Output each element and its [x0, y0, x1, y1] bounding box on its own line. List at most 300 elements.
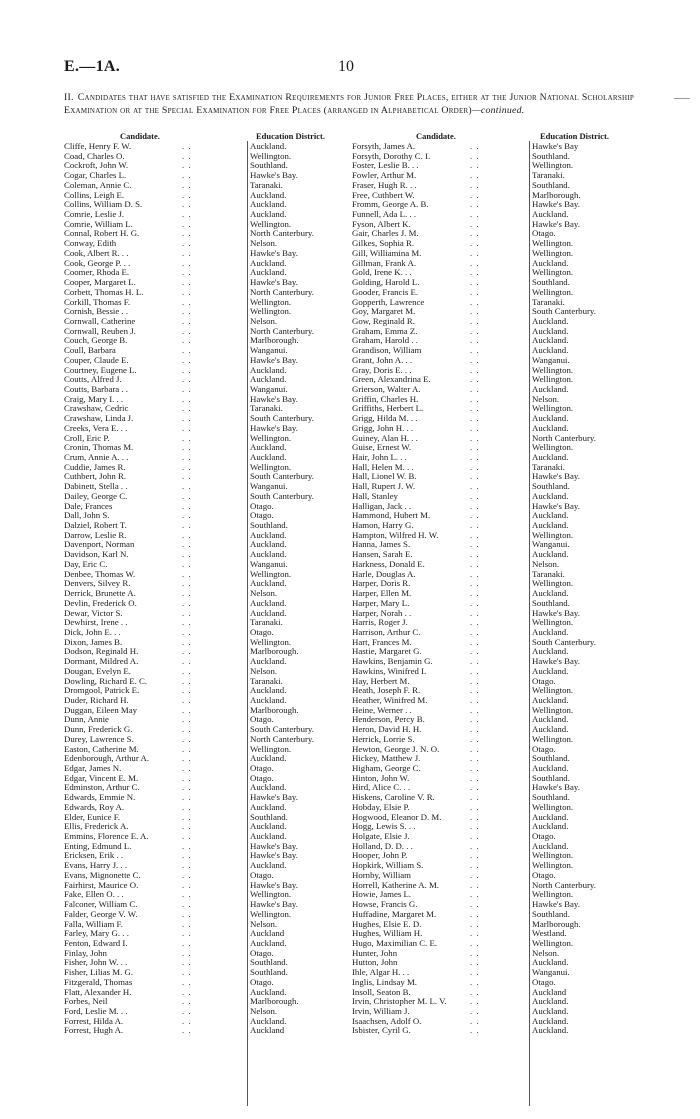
- leader-dots: . .: [182, 325, 192, 336]
- leader-dots: . .: [470, 1015, 480, 1026]
- candidate-name: Higham, George C.: [352, 763, 421, 773]
- leader-dots: . .: [182, 685, 192, 696]
- education-district: Auckland.: [532, 694, 569, 705]
- education-district: Auckland.: [250, 209, 287, 220]
- education-district: Auckland.: [250, 141, 287, 151]
- education-district: Taranaki.: [532, 170, 565, 181]
- candidate-name: Corkill, Thomas F.: [64, 296, 131, 307]
- education-district: Wellington.: [532, 937, 574, 948]
- candidate-name: Couper, Claude E.: [64, 354, 129, 365]
- education-district: Auckland.: [250, 656, 287, 667]
- candidate-name: Fitzgerald, Thomas: [64, 976, 133, 987]
- leader-dots: . .: [470, 675, 480, 686]
- candidate-name: Duggan, Eileen May: [64, 704, 138, 715]
- education-district: Auckland.: [532, 1015, 569, 1026]
- leader-dots: . .: [470, 209, 480, 220]
- education-district: North Canterbury.: [532, 879, 596, 890]
- leader-dots: . .: [182, 510, 192, 521]
- candidate-name: Cliffe, Henry F. W.: [64, 141, 132, 151]
- education-district: South Canterbury.: [250, 724, 314, 735]
- education-district: Auckland.: [532, 413, 569, 424]
- education-district: Auckland.: [532, 996, 569, 1007]
- candidate-name: Cuddie, James R.: [64, 461, 126, 472]
- candidate-name: Creeks, Vera E. . .: [64, 422, 128, 433]
- education-district: Wellington.: [250, 296, 292, 307]
- education-district: Auckland.: [250, 442, 287, 453]
- leader-dots: . .: [470, 597, 480, 608]
- leader-dots: . .: [470, 724, 480, 735]
- left-column: [64, 131, 354, 1036]
- candidate-name: Hammond, Hubert M.: [352, 510, 431, 521]
- leader-dots: . .: [182, 238, 192, 249]
- leader-dots: . .: [470, 976, 480, 987]
- leader-dots: . .: [182, 821, 192, 832]
- education-district: Southland.: [532, 908, 570, 919]
- candidate-name: Hampton, Wilfred H. W.: [352, 529, 439, 540]
- leader-dots: . .: [182, 928, 192, 939]
- candidate-name: Hutton, John: [352, 957, 398, 968]
- candidate-name: Hart, Frances M.: [352, 636, 412, 647]
- candidate-name: Griffiths, Herbert L.: [352, 403, 424, 414]
- leader-dots: . .: [470, 549, 480, 560]
- leader-dots: . .: [182, 899, 192, 910]
- education-district: Nelson.: [250, 238, 278, 249]
- section-title: [64, 92, 634, 117]
- education-district: North Canterbury.: [250, 325, 314, 336]
- candidate-name: Cogar, Charles L.: [64, 170, 127, 181]
- candidate-name: Hird, Alice C. . .: [352, 782, 411, 793]
- candidate-name: Gill, Williamina M.: [352, 247, 422, 258]
- candidate-name: Grant, John A. . .: [352, 354, 413, 365]
- candidate-name: Ihle, Algar H. . .: [352, 967, 410, 978]
- education-district: Wellington.: [532, 286, 574, 297]
- education-district: Auckland.: [532, 1005, 569, 1016]
- candidate-name: Griffin, Charles H.: [352, 393, 419, 404]
- candidate-name: Coad, Charles O.: [64, 150, 125, 161]
- education-district: Auckland: [532, 986, 567, 997]
- candidate-name: Inglis, Lindsay M.: [352, 976, 417, 987]
- education-district: Hawke's Bay.: [532, 656, 580, 667]
- leader-dots: . .: [470, 937, 480, 948]
- leader-dots: . .: [470, 277, 480, 288]
- candidate-name: Harris, Roger J.: [352, 617, 408, 628]
- education-district: North Canterbury.: [250, 228, 314, 239]
- leader-dots: . .: [470, 500, 480, 511]
- candidate-name: Dunn, Frederick G.: [64, 724, 133, 735]
- leader-dots: . .: [182, 568, 192, 579]
- candidate-name: Cooper, Margaret L.: [64, 277, 136, 288]
- candidate-name: Hall, Rupert J. W.: [352, 481, 416, 492]
- education-district: Southland.: [250, 967, 288, 978]
- leader-dots: . .: [182, 967, 192, 978]
- candidate-name: Hair, John L. . .: [352, 452, 407, 462]
- leader-dots: . .: [470, 150, 480, 161]
- page-number: 10: [338, 58, 354, 75]
- candidate-name: Harper, Norah . .: [352, 607, 412, 618]
- candidate-name: Harrison, Arthur C.: [352, 626, 421, 637]
- candidate-name: Craig, Mary I. . .: [64, 393, 124, 404]
- leader-dots: . .: [182, 646, 192, 657]
- education-district: Marlborough.: [250, 335, 299, 346]
- education-district: Nelson.: [532, 558, 560, 569]
- education-district: Marlborough.: [532, 918, 581, 929]
- candidate-name: Harper, Ellen M.: [352, 588, 412, 599]
- education-district: Auckland.: [532, 840, 569, 851]
- candidate-name: Huffadine, Margaret M.: [352, 908, 437, 919]
- leader-dots: . .: [182, 889, 192, 900]
- candidate-name: Hughes, William H.: [352, 928, 423, 939]
- candidate-name: Farley, Mary G. . .: [64, 928, 129, 939]
- leader-dots: . .: [470, 422, 480, 433]
- leader-dots: . .: [182, 753, 192, 764]
- leader-dots: . .: [182, 918, 192, 929]
- candidate-name: Dixon, James B.: [64, 636, 123, 647]
- candidate-name: Cockroft, John W.: [64, 160, 129, 171]
- candidate-name: Durey, Lawrence S.: [64, 733, 134, 744]
- leader-dots: . .: [470, 170, 480, 181]
- candidate-name: Crawshaw, Linda J.: [64, 413, 134, 424]
- leader-dots: . .: [470, 442, 480, 453]
- leader-dots: . .: [470, 889, 480, 900]
- leader-dots: . .: [182, 500, 192, 511]
- leader-dots: . .: [182, 150, 192, 161]
- leader-dots: . .: [470, 354, 480, 365]
- education-district: Wellington.: [532, 578, 574, 589]
- candidate-name: Davenport, Norman: [64, 539, 135, 550]
- candidate-name: Falder, George V. W.: [64, 908, 138, 919]
- education-district: Otago.: [250, 772, 274, 783]
- leader-dots: . .: [470, 899, 480, 910]
- candidate-name: Darrow, Leslie R.: [64, 529, 127, 540]
- list-item: [64, 939, 354, 949]
- education-district: Otago.: [250, 510, 274, 521]
- candidate-name: Guiney, Alan H. . .: [352, 432, 418, 443]
- education-district: Wanganui.: [250, 345, 288, 356]
- education-district: Auckland.: [532, 510, 569, 521]
- leader-dots: . .: [470, 947, 480, 958]
- candidate-name: Ericksen, Erik . .: [64, 850, 124, 861]
- candidate-name: Forrest, Hilda A.: [64, 1015, 124, 1026]
- leader-dots: . .: [470, 665, 480, 676]
- leader-dots: . .: [182, 1025, 192, 1036]
- education-district: Otago.: [532, 743, 556, 754]
- leader-dots: . .: [182, 335, 192, 346]
- candidate-name: Hansen, Sarah E.: [352, 549, 413, 560]
- candidate-name: Duder, Richard H.: [64, 694, 129, 705]
- candidate-name: Evans, Mignonette C.: [64, 869, 141, 880]
- leader-dots: . .: [182, 976, 192, 987]
- leader-dots: . .: [470, 704, 480, 715]
- leader-dots: . .: [182, 490, 192, 501]
- education-district: South Canterbury.: [532, 306, 596, 317]
- leader-dots: . .: [470, 490, 480, 501]
- leader-dots: . .: [470, 869, 480, 880]
- leader-dots: . .: [182, 792, 192, 803]
- candidate-name: Cook, George P. . .: [64, 257, 131, 268]
- candidate-name: Harkness, Donald E.: [352, 558, 425, 569]
- leader-dots: . .: [182, 141, 192, 151]
- leader-dots: . .: [182, 860, 192, 871]
- education-district: Westland.: [532, 928, 567, 939]
- leader-dots: . .: [470, 481, 480, 492]
- education-district: Wellington.: [532, 529, 574, 540]
- education-district: Hawke's Bay.: [532, 899, 580, 910]
- leader-dots: . .: [182, 704, 192, 715]
- education-district: Hawke's Bay.: [250, 247, 298, 258]
- candidate-name: Harle, Douglas A.: [352, 568, 416, 579]
- education-district: Wellington.: [532, 704, 574, 715]
- candidate-name: Cornish, Bessie . .: [64, 306, 129, 317]
- education-district: Auckland.: [532, 626, 569, 637]
- leader-dots: . .: [470, 218, 480, 229]
- education-district: Wellington.: [532, 364, 574, 375]
- leader-dots: . .: [470, 918, 480, 929]
- leader-dots: . .: [182, 403, 192, 414]
- leader-dots: . .: [182, 675, 192, 686]
- education-district: Hawke's Bay.: [250, 899, 298, 910]
- education-district: Auckland.: [532, 209, 569, 220]
- candidate-name: Guise, Ernest W.: [352, 442, 412, 453]
- education-district: Auckland.: [250, 801, 287, 812]
- education-district: Hawke's Bay.: [532, 199, 580, 210]
- education-district: Wellington.: [532, 374, 574, 385]
- candidate-name: Dewar, Victor S.: [64, 607, 123, 618]
- candidate-name: Coleman, Annie C.: [64, 179, 132, 190]
- candidate-name: Howie, James L.: [352, 889, 412, 900]
- candidate-name: Irvin, William J.: [352, 1005, 410, 1016]
- leader-dots: . .: [182, 393, 192, 404]
- education-district: Wanganui.: [532, 539, 570, 550]
- education-district: Taranaki.: [532, 296, 565, 307]
- education-district: Hawke's Bay.: [250, 792, 298, 803]
- leader-dots: . .: [182, 277, 192, 288]
- candidate-name: Heather, Winifred M.: [352, 694, 428, 705]
- leader-dots: . .: [470, 821, 480, 832]
- education-district: South Canterbury.: [250, 471, 314, 482]
- candidate-name: Fisher, Lilias M. G.: [64, 967, 134, 978]
- leader-dots: . .: [182, 345, 192, 356]
- leader-dots: . .: [470, 801, 480, 812]
- candidate-name: Hawkins, Winifred I.: [352, 665, 427, 676]
- candidate-name: Fraser, Hugh R. . .: [352, 179, 417, 190]
- education-district: Hawke's Bay.: [532, 500, 580, 511]
- leader-dots: . .: [470, 753, 480, 764]
- candidate-name: Free, Cuthbert W.: [352, 189, 415, 200]
- education-district: Nelson.: [250, 1005, 278, 1016]
- candidate-name: Dougan, Evelyn E.: [64, 665, 131, 676]
- leader-dots: . .: [182, 286, 192, 297]
- education-district: Auckland.: [532, 383, 569, 394]
- education-district: Marlborough.: [532, 189, 581, 200]
- education-district: Auckland.: [250, 986, 287, 997]
- education-district: Hawke's Bay.: [250, 879, 298, 890]
- education-district: Hawke's Bay.: [532, 782, 580, 793]
- candidate-name: Isbister, Cyril G.: [352, 1025, 411, 1036]
- education-district: Hawke's Bay.: [250, 277, 298, 288]
- candidate-name: Gillman, Frank A.: [352, 257, 417, 268]
- education-district: Otago.: [250, 626, 274, 637]
- education-district: Otago.: [532, 831, 556, 842]
- education-district: Otago.: [250, 500, 274, 511]
- district-header: Education District.: [256, 131, 325, 141]
- leader-dots: . .: [182, 869, 192, 880]
- leader-dots: . .: [182, 413, 192, 424]
- education-district: Auckland.: [532, 315, 569, 326]
- education-district: Wanganui.: [532, 354, 570, 365]
- candidate-name: Dale, Frances: [64, 500, 113, 511]
- leader-dots: . .: [182, 442, 192, 453]
- education-district: Auckland.: [250, 831, 287, 842]
- candidate-name: Goy, Margaret M.: [352, 306, 416, 317]
- leader-dots: . .: [470, 578, 480, 589]
- candidate-name: Derrick, Brunette A.: [64, 588, 136, 599]
- candidate-name: Coutts, Alfred J.: [64, 374, 122, 385]
- district-header: Education District.: [540, 131, 609, 141]
- candidate-name: Heath, Joseph F. R.: [352, 685, 421, 696]
- candidate-name: Dormant, Mildred A.: [64, 656, 139, 667]
- candidate-name: Harper, Mary L.: [352, 597, 410, 608]
- leader-dots: . .: [182, 218, 192, 229]
- candidate-name: Hobday, Elsie P.: [352, 801, 410, 812]
- candidate-name: Emmins, Florence E. A.: [64, 831, 149, 842]
- leader-dots: . .: [182, 247, 192, 258]
- leader-dots: . .: [470, 306, 480, 317]
- leader-dots: . .: [182, 607, 192, 618]
- leader-dots: . .: [470, 247, 480, 258]
- candidate-name: Herrick, Lorrie S.: [352, 733, 415, 744]
- candidate-name: Dewhirst, Irene . .: [64, 617, 128, 628]
- candidate-name: Dabinett, Stella . .: [64, 481, 128, 492]
- leader-dots: . .: [470, 879, 480, 890]
- candidate-name: Dowling, Richard E. C.: [64, 675, 148, 686]
- leader-dots: . .: [470, 199, 480, 210]
- candidate-name: Couch, George B.: [64, 335, 128, 346]
- education-district: Nelson.: [250, 588, 278, 599]
- education-district: Otago.: [250, 714, 274, 725]
- education-district: Auckland.: [250, 199, 287, 210]
- education-district: Wellington.: [250, 150, 292, 161]
- leader-dots: . .: [182, 383, 192, 394]
- leader-dots: . .: [470, 617, 480, 628]
- education-district: Auckland.: [532, 335, 569, 346]
- leader-dots: . .: [470, 656, 480, 667]
- leader-dots: . .: [470, 179, 480, 190]
- education-district: Auckland.: [532, 957, 569, 968]
- candidate-name: Cook, Albert R. . .: [64, 247, 129, 258]
- leader-dots: . .: [182, 1005, 192, 1016]
- education-district: Auckland.: [532, 257, 569, 268]
- leader-dots: . .: [182, 656, 192, 667]
- section-title-suffix: —continued.: [471, 104, 525, 116]
- candidate-name: Hall, Stanley: [352, 490, 398, 501]
- leader-dots: . .: [182, 694, 192, 705]
- candidate-name: Forrest, Hugh A.: [64, 1025, 124, 1036]
- education-district: Wellington.: [250, 743, 292, 754]
- education-district: Wellington.: [532, 403, 574, 414]
- candidate-name: Hamon, Harry G.: [352, 520, 414, 531]
- education-district: Auckland.: [532, 714, 569, 725]
- education-district: Marlborough.: [250, 704, 299, 715]
- leader-dots: . .: [470, 228, 480, 239]
- candidate-name: Cuthbert, John R.: [64, 471, 127, 482]
- candidate-name: Elder, Eunice F.: [64, 811, 121, 822]
- leader-dots: . .: [182, 714, 192, 725]
- candidate-name: Coull, Barbara: [64, 345, 116, 356]
- candidate-name: Horrell, Katherine A. M.: [352, 879, 439, 890]
- education-district: Southland.: [532, 753, 570, 764]
- education-district: Hawke's Bay.: [250, 354, 298, 365]
- candidate-name: Comrie, William L.: [64, 218, 133, 229]
- education-district: Auckland.: [532, 821, 569, 832]
- candidate-name: Edenborough, Arthur A.: [64, 753, 150, 764]
- leader-dots: . .: [470, 296, 480, 307]
- leader-dots: . .: [470, 772, 480, 783]
- candidate-name: Fenton, Edward I.: [64, 937, 128, 948]
- leader-dots: . .: [470, 1025, 480, 1036]
- candidate-name: Hiskens, Caroline V. R.: [352, 792, 435, 803]
- education-district: Southland.: [250, 957, 288, 968]
- leader-dots: . .: [470, 860, 480, 871]
- candidate-name: Dailey, George C.: [64, 490, 128, 501]
- leader-dots: . .: [470, 685, 480, 696]
- leader-dots: . .: [470, 315, 480, 326]
- education-district: Auckland.: [250, 685, 287, 696]
- education-district: Auckland.: [532, 811, 569, 822]
- candidate-name: Ford, Leslie M. . .: [64, 1005, 128, 1016]
- candidate-name: Halligan, Jack . .: [352, 500, 412, 511]
- leader-dots: . .: [182, 626, 192, 637]
- leader-dots: . .: [470, 160, 480, 171]
- education-district: Auckland.: [532, 1025, 569, 1036]
- education-district: North Canterbury.: [250, 286, 314, 297]
- candidate-name: Dick, John E. . .: [64, 626, 121, 637]
- education-district: Wellington.: [250, 908, 292, 919]
- education-district: Wellington.: [532, 889, 574, 900]
- candidate-name: Forsyth, Dorothy C. I.: [352, 150, 431, 161]
- leader-dots: . .: [470, 908, 480, 919]
- leader-dots: . .: [470, 733, 480, 744]
- education-district: North Canterbury.: [250, 733, 314, 744]
- candidate-name: Crum, Annie A. . .: [64, 452, 129, 462]
- leader-dots: . .: [470, 383, 480, 394]
- education-district: Otago.: [250, 869, 274, 880]
- leader-dots: . .: [182, 461, 192, 472]
- education-district: Auckland.: [532, 520, 569, 531]
- education-district: Wellington.: [532, 860, 574, 871]
- candidate-name: Hall, Helen M. . .: [352, 461, 414, 472]
- education-district: North Canterbury.: [532, 432, 596, 443]
- education-district: Nelson.: [250, 918, 278, 929]
- education-district: Auckland.: [532, 646, 569, 657]
- leader-dots: . .: [470, 763, 480, 773]
- candidate-name: Denbee, Thomas W.: [64, 568, 136, 579]
- education-district: Auckland.: [532, 549, 569, 560]
- leader-dots: . .: [182, 374, 192, 385]
- leader-dots: . .: [182, 257, 192, 268]
- leader-dots: . .: [182, 772, 192, 783]
- candidate-name: Grigg, Hilda M. . .: [352, 413, 418, 424]
- margin-mark: [674, 98, 690, 99]
- candidate-name: Finlay, John: [64, 947, 107, 958]
- education-district: Wellington.: [532, 267, 574, 278]
- candidate-name: Davidson, Karl N.: [64, 549, 129, 560]
- leader-dots: . .: [470, 189, 480, 200]
- candidate-name: Hewton, George J. N. O.: [352, 743, 440, 754]
- leader-dots: . .: [182, 908, 192, 919]
- candidate-name: Coomer, Rhoda E.: [64, 267, 130, 278]
- candidate-name: Isaachsen, Adolf O.: [352, 1015, 422, 1026]
- leader-dots: . .: [182, 354, 192, 365]
